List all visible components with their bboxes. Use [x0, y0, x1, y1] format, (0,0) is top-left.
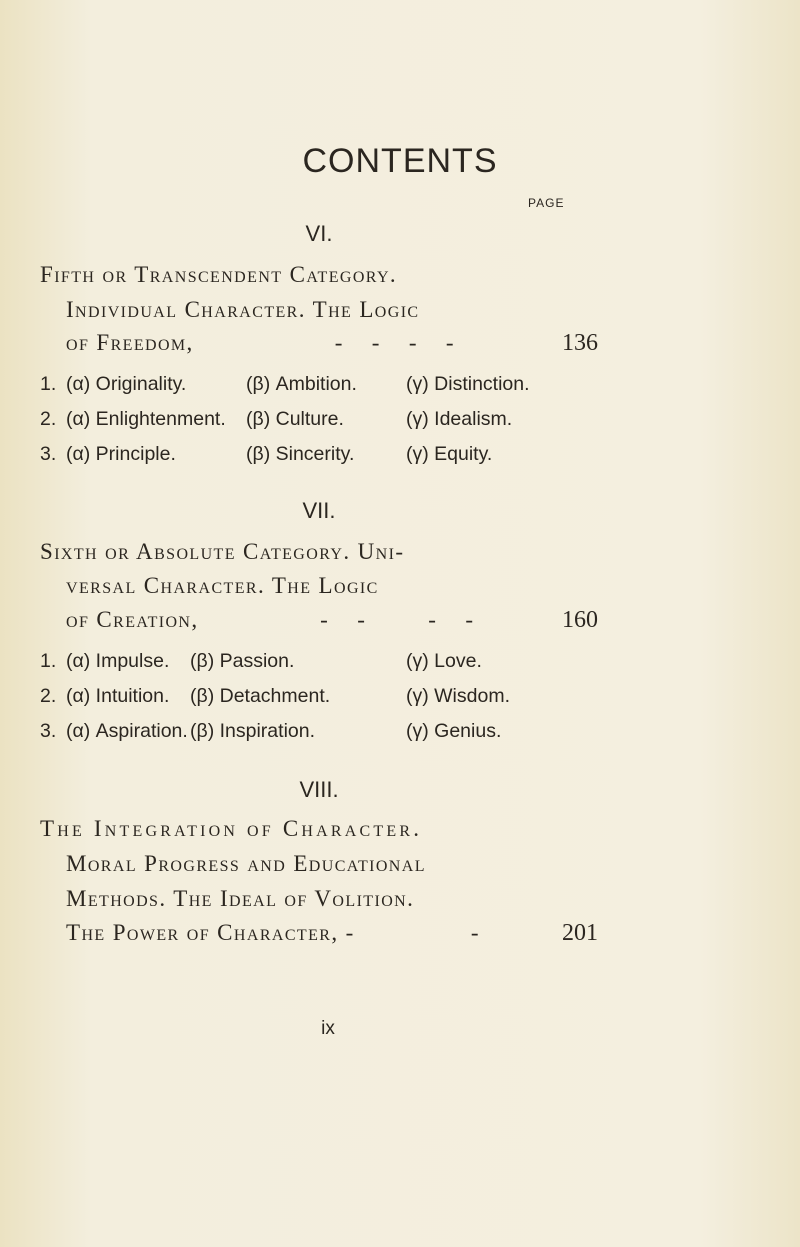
page-column-label: PAGE: [528, 196, 565, 210]
section-numeral: VIII.: [299, 777, 339, 802]
item-number: 2.: [40, 408, 57, 430]
leader-dashes: - - - -: [334, 330, 455, 355]
item-gamma: (γ) Wisdom.: [406, 685, 510, 707]
item-number: 2.: [40, 685, 57, 707]
item-beta: (β) Culture.: [246, 408, 344, 430]
section-heading-line: of Creation,: [66, 607, 199, 632]
section-heading-entry: [66, 607, 598, 634]
item-gamma: (γ) Genius.: [406, 720, 502, 742]
section-heading-line: Sixth or Absolute Category. Uni-: [40, 539, 405, 564]
section-heading-line: Individual Character. The Logic: [66, 297, 420, 322]
item-beta: (β) Passion.: [190, 650, 295, 672]
item-beta: (β) Ambition.: [246, 373, 357, 395]
item-alpha: (α) Impulse.: [66, 650, 170, 672]
section-numeral: VII.: [302, 498, 336, 523]
leader-dashes: -: [470, 920, 480, 945]
page-number: 160: [561, 607, 598, 633]
section-heading-line: Moral Progress and Educational: [66, 851, 426, 876]
item-gamma: (γ) Distinction.: [406, 373, 530, 395]
item-alpha: (α) Intuition.: [66, 685, 170, 707]
item-beta: (β) Inspiration.: [190, 720, 316, 742]
section-heading-entry: [66, 330, 598, 357]
page-number: 201: [561, 920, 598, 946]
section-numeral: VI.: [305, 221, 333, 246]
item-beta: (β) Sincerity.: [246, 443, 355, 465]
item-gamma: (γ) Love.: [406, 650, 482, 672]
item-number: 1.: [40, 373, 57, 395]
section-heading-line: Fifth or Transcendent Category.: [40, 262, 398, 287]
section-heading-line: of Freedom,: [66, 330, 194, 355]
item-beta: (β) Detachment.: [190, 685, 331, 707]
section-heading-line: Methods. The Ideal of Volition.: [66, 886, 415, 911]
item-number: 3.: [40, 720, 57, 742]
page-number: 136: [561, 330, 598, 356]
item-alpha: (α) Aspiration.: [66, 720, 188, 742]
item-alpha: (α) Originality.: [66, 373, 187, 395]
folio: ix: [321, 1018, 335, 1039]
leader-dashes: - - - -: [320, 607, 475, 632]
section-heading-line: versal Character. The Logic: [66, 573, 379, 598]
section-heading-line: The Power of Character, -: [66, 920, 355, 945]
item-number: 3.: [40, 443, 57, 465]
item-number: 1.: [40, 650, 57, 672]
item-alpha: (α) Principle.: [66, 443, 176, 465]
item-gamma: (γ) Equity.: [406, 443, 493, 465]
section-heading-entry: [66, 920, 598, 947]
page-title: CONTENTS: [302, 142, 498, 180]
section-heading-line: The Integration of Character.: [40, 816, 423, 841]
item-gamma: (γ) Idealism.: [406, 408, 513, 430]
item-alpha: (α) Enlightenment.: [66, 408, 226, 430]
